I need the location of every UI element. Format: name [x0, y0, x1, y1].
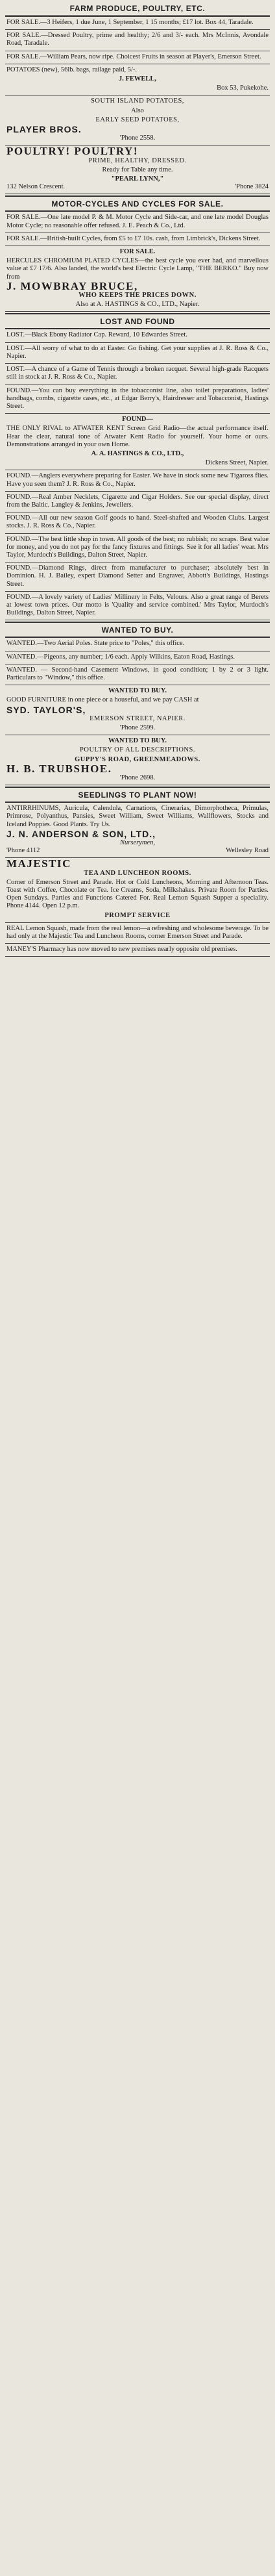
ad-text: LOST.—Black Ebony Radiator Cap. Reward, 10 Edwardes Street.	[6, 331, 187, 339]
ad-found-tobacco	[5, 385, 270, 414]
ad-text: FOUND.—A lovely variety of Ladies' Millinery in Felts, Velours. Also a great range of Berets at lowest town prices. Our motto is 'Quality and service combined.' Mrs Taylor, Murdoch's Buildings, Dalton Street, Napier.	[6, 593, 269, 617]
ad-text: FOR SALE.—3 Heifers, 1 due June, 1 September, 1 15 months; £17 lot. Box 44, Taradale.	[6, 19, 254, 26]
ad-hercules	[5, 246, 270, 312]
advertiser-name: J. FEWELL,	[118, 75, 157, 83]
advertiser-trade: Nurserymen,	[120, 839, 155, 847]
ad-line: POULTRY OF ALL DESCRIPTIONS.	[80, 746, 195, 754]
ad-text: ANTIRRHINUMS, Auricula, Calendula, Carnations, Cinerarias, Dimorphotheca, Primulas, Primrose, Polyanthus, Pansies, Sweet William, Sweet Williams, Wallflowers, Stocks and Iceland Poppies. Good Plants. Try Us.	[6, 805, 269, 828]
advertiser-phone: 'Phone 4112	[6, 847, 40, 855]
ad-heading: FOUND—	[122, 416, 153, 423]
advertiser-phone: 'Phone 2698.	[119, 774, 156, 782]
ad-line: PRIME, HEALTHY, DRESSED.	[88, 157, 187, 164]
advertiser-tagline: WHO KEEPS THE PRICES DOWN.	[78, 292, 197, 299]
ad-line: Ready for Table any time.	[102, 166, 173, 173]
ad-text: HERCULES CHROMIUM PLATED CYCLES—the best cycle you ever had, and marvellous value at £7 17/6. Also landed, the world's best Electric Cycle Lamp, "THE BERKO." Buy now from	[6, 257, 269, 281]
ad-new-potatoes	[5, 64, 270, 96]
ad-lemon-squash	[5, 923, 270, 944]
ad-text: WANTED.—Two Aerial Poles. State price to "Poles," this office.	[6, 640, 185, 648]
ad-seedlings	[5, 803, 270, 858]
section-title-wanted: WANTED TO BUY.	[5, 622, 270, 638]
ad-text: WANTED. — Second-hand Casement Windows, in good condition; 1 by 2 or 3 light. Particulars to "Window," this office.	[6, 666, 269, 681]
section-title-seedlings: SEEDLINGS TO PLANT NOW!	[5, 787, 270, 803]
advertiser-address: EMERSON STREET, NAPIER.	[90, 714, 185, 722]
ad-pearl-lynn	[5, 145, 270, 194]
ad-lost-easter	[5, 343, 270, 364]
ad-text: FOR SALE.—British-built Cycles, from £5 to £7 10s. cash, from Limbrick's, Dickens Street.	[6, 234, 261, 242]
ad-heifers	[5, 17, 270, 30]
ad-british-cycles	[5, 233, 270, 246]
ad-heading: FOR SALE.	[119, 248, 156, 256]
advertiser-address: Box 53, Pukekohe.	[217, 84, 269, 92]
ad-text: FOR SALE.—One late model P. & M. Motor Cycle and Side-car, and one late model Douglas Motor Cycle; no reasonable offer refused. J. E. Peach & Co., Ltd.	[6, 214, 269, 229]
advertiser-name: J. MOWBRAY BRUCE,	[6, 279, 138, 292]
ad-lost-radiator	[5, 329, 270, 342]
ad-text: MANEY'S Pharmacy has now moved to new premises nearly opposite old premises.	[6, 946, 237, 953]
ad-text: FOUND.—You can buy everything in the tobacconist line, also toilet preparations, ladies' handbags, combs, cigarette cases, etc., at Edgar Berry's, Hairdresser and Tobacconist, Hastings Street.	[6, 386, 269, 410]
advertiser-name: "PEARL LYNN,"	[111, 175, 164, 183]
ad-heading: WANTED TO BUY.	[108, 687, 167, 695]
ad-line: SOUTH ISLAND POTATOES,	[91, 97, 184, 105]
advertiser-phone: 'Phone 2558.	[119, 134, 156, 142]
ad-text: LOST.—A chance of a Game of Tennis through a broken racquet. Several high-grade Racquets still in stock at J. R. Ross & Co., Napier.	[6, 366, 269, 381]
advertiser-branch: Also at A. HASTINGS & CO., LTD., Napier.	[75, 301, 200, 309]
ad-text: FOUND.—Anglers everywhere preparing for Easter. We have in stock some new Tigaross flies. Have you seen them? J. R. Ross & Co., Napier.	[6, 472, 269, 488]
ad-text: FOR SALE.—William Pears, now ripe. Choicest Fruits in season at Player's, Emerson Street.	[6, 53, 261, 60]
advertiser-contact	[6, 183, 269, 191]
ad-text: FOUND.—Real Amber Necklets, Cigarette and Cigar Holders. See our special display, direct from the Baltic. Langley & Jenkins, Jewellers.	[6, 493, 269, 509]
ad-heading: MAJESTIC	[6, 857, 71, 870]
ad-text: LOST.—All worry of what to do at Easter. Go fishing. Get your supplies at J. R. Ross & Co., Napier.	[6, 344, 269, 360]
ad-pm-motorcycle	[5, 212, 270, 233]
advertiser-name: A. A. HASTINGS & CO., LTD.,	[91, 449, 184, 457]
ad-wanted-casements	[5, 664, 270, 685]
ad-text: Corner of Emerson Street and Parade. Hot or Cold Luncheons, Morning and Afternoon Teas. Toast with Coffee, Chocolate or Tea. Ice Creams, Soda, Milkshakes. Private Room for Parties. Open Sundays. Parties and Functions Catered For. Real Lemon Squash Supper a speciality. Phone 4144. Open 12 p.m.	[6, 878, 269, 910]
ad-text: FOR SALE.—Dressed Poultry, prime and healthy; 2/6 and 3/- each. Mrs McInnis, Avondale Road, Taradale.	[6, 32, 269, 47]
ad-text: GOOD FURNITURE in one piece or a houseful, and we pay CASH at	[6, 696, 199, 704]
advertiser-address: 132 Nelson Crescent.	[6, 183, 66, 191]
advertiser-name: J. N. ANDERSON & SON, LTD.,	[6, 828, 156, 839]
ad-heading: POULTRY! POULTRY!	[6, 145, 138, 158]
ad-line: Also	[131, 107, 144, 114]
ad-found-atwater	[5, 414, 270, 470]
advertiser-address: Wellesley Road	[226, 847, 269, 855]
ad-tagline: PROMPT SERVICE	[104, 911, 171, 919]
ad-wanted-poultry	[5, 735, 270, 785]
ad-wanted-pigeons	[5, 651, 270, 664]
ad-text: FOUND.—Diamond Rings, direct from manufacturer to purchaser; absolutely best in Dominion. H. J. Bailey, expert Diamond Setter and Engraver, Abbott's Buildings, Hastings Street.	[6, 564, 269, 588]
advertiser-name: PLAYER BROS.	[6, 124, 82, 135]
ad-found-rings	[5, 562, 270, 592]
ad-wanted-aerial	[5, 638, 270, 651]
advertiser-contact	[6, 847, 269, 855]
section-title-motor: MOTOR-CYCLES AND CYCLES FOR SALE.	[5, 196, 270, 212]
ad-text: THE ONLY RIVAL to ATWATER KENT Screen Grid Radio—the actual performance itself. Hear the clear, natural tone of Atwater Kent Radio for yourself. Your home or ours. Demonstrations arranged in your own Home.	[6, 425, 269, 448]
ad-lost-tennis	[5, 364, 270, 385]
section-title-lost: LOST AND FOUND	[5, 313, 270, 329]
ad-heading: WANTED TO BUY.	[108, 737, 167, 745]
advertiser-name: H. B. TRUBSHOE.	[6, 762, 112, 775]
ad-text: POTATOES (new), 56lb. bags, railage paid, 5/-.	[6, 66, 138, 73]
ad-found-anglers	[5, 470, 270, 491]
ad-dressed-poultry	[5, 30, 270, 51]
advertiser-phone: 'Phone 3824	[235, 183, 269, 191]
ad-found-millinery	[5, 592, 270, 621]
advertiser-name: SYD. TAYLOR'S,	[6, 704, 86, 715]
ad-found-golf	[5, 512, 270, 533]
classifieds-column	[5, 0, 270, 957]
advertiser-address: Dickens Street, Napier.	[205, 459, 269, 467]
ad-line: GUPPY'S ROAD, GREENMEADOWS.	[75, 755, 200, 763]
ad-text: WANTED.—Pigeons, any number; 1/6 each. Apply Wilkins, Eaton Road, Hastings.	[6, 653, 235, 661]
ad-player-bros	[5, 95, 270, 145]
ad-majestic	[5, 858, 270, 922]
ad-line: EARLY SEED POTATOES,	[95, 116, 180, 123]
ad-wanted-furniture	[5, 685, 270, 735]
ad-maney-pharmacy	[5, 944, 270, 957]
advertiser-phone: 'Phone 2599.	[119, 724, 156, 731]
ad-text: FOUND.—The best little shop in town. All goods of the best; no rubbish; no scraps. Best value for money, and you do not pay for the fancy fixtures and fittings. See it for all ladies' wear. Mrs Taylor, Murdoch's Buildings, Dalton Street, Napier.	[6, 535, 269, 559]
section-title-farm: FARM PRODUCE, POULTRY, ETC.	[5, 1, 270, 17]
ad-text: REAL Lemon Squash, made from the real lemon—a refreshing and wholesome beverage. To be had only at the Majestic Tea and Luncheon Rooms, corner Emerson Street and Parade.	[6, 924, 269, 941]
ad-found-shop	[5, 534, 270, 563]
ad-found-amber	[5, 492, 270, 512]
ad-subheading: TEA AND LUNCHEON ROOMS.	[84, 869, 191, 877]
ad-text: FOUND.—All our new season Golf goods to hand. Steel-shafted and Wooden Clubs. Largest stocks. J. R. Ross & Co., Napier.	[6, 514, 269, 530]
ad-pears	[5, 51, 270, 64]
